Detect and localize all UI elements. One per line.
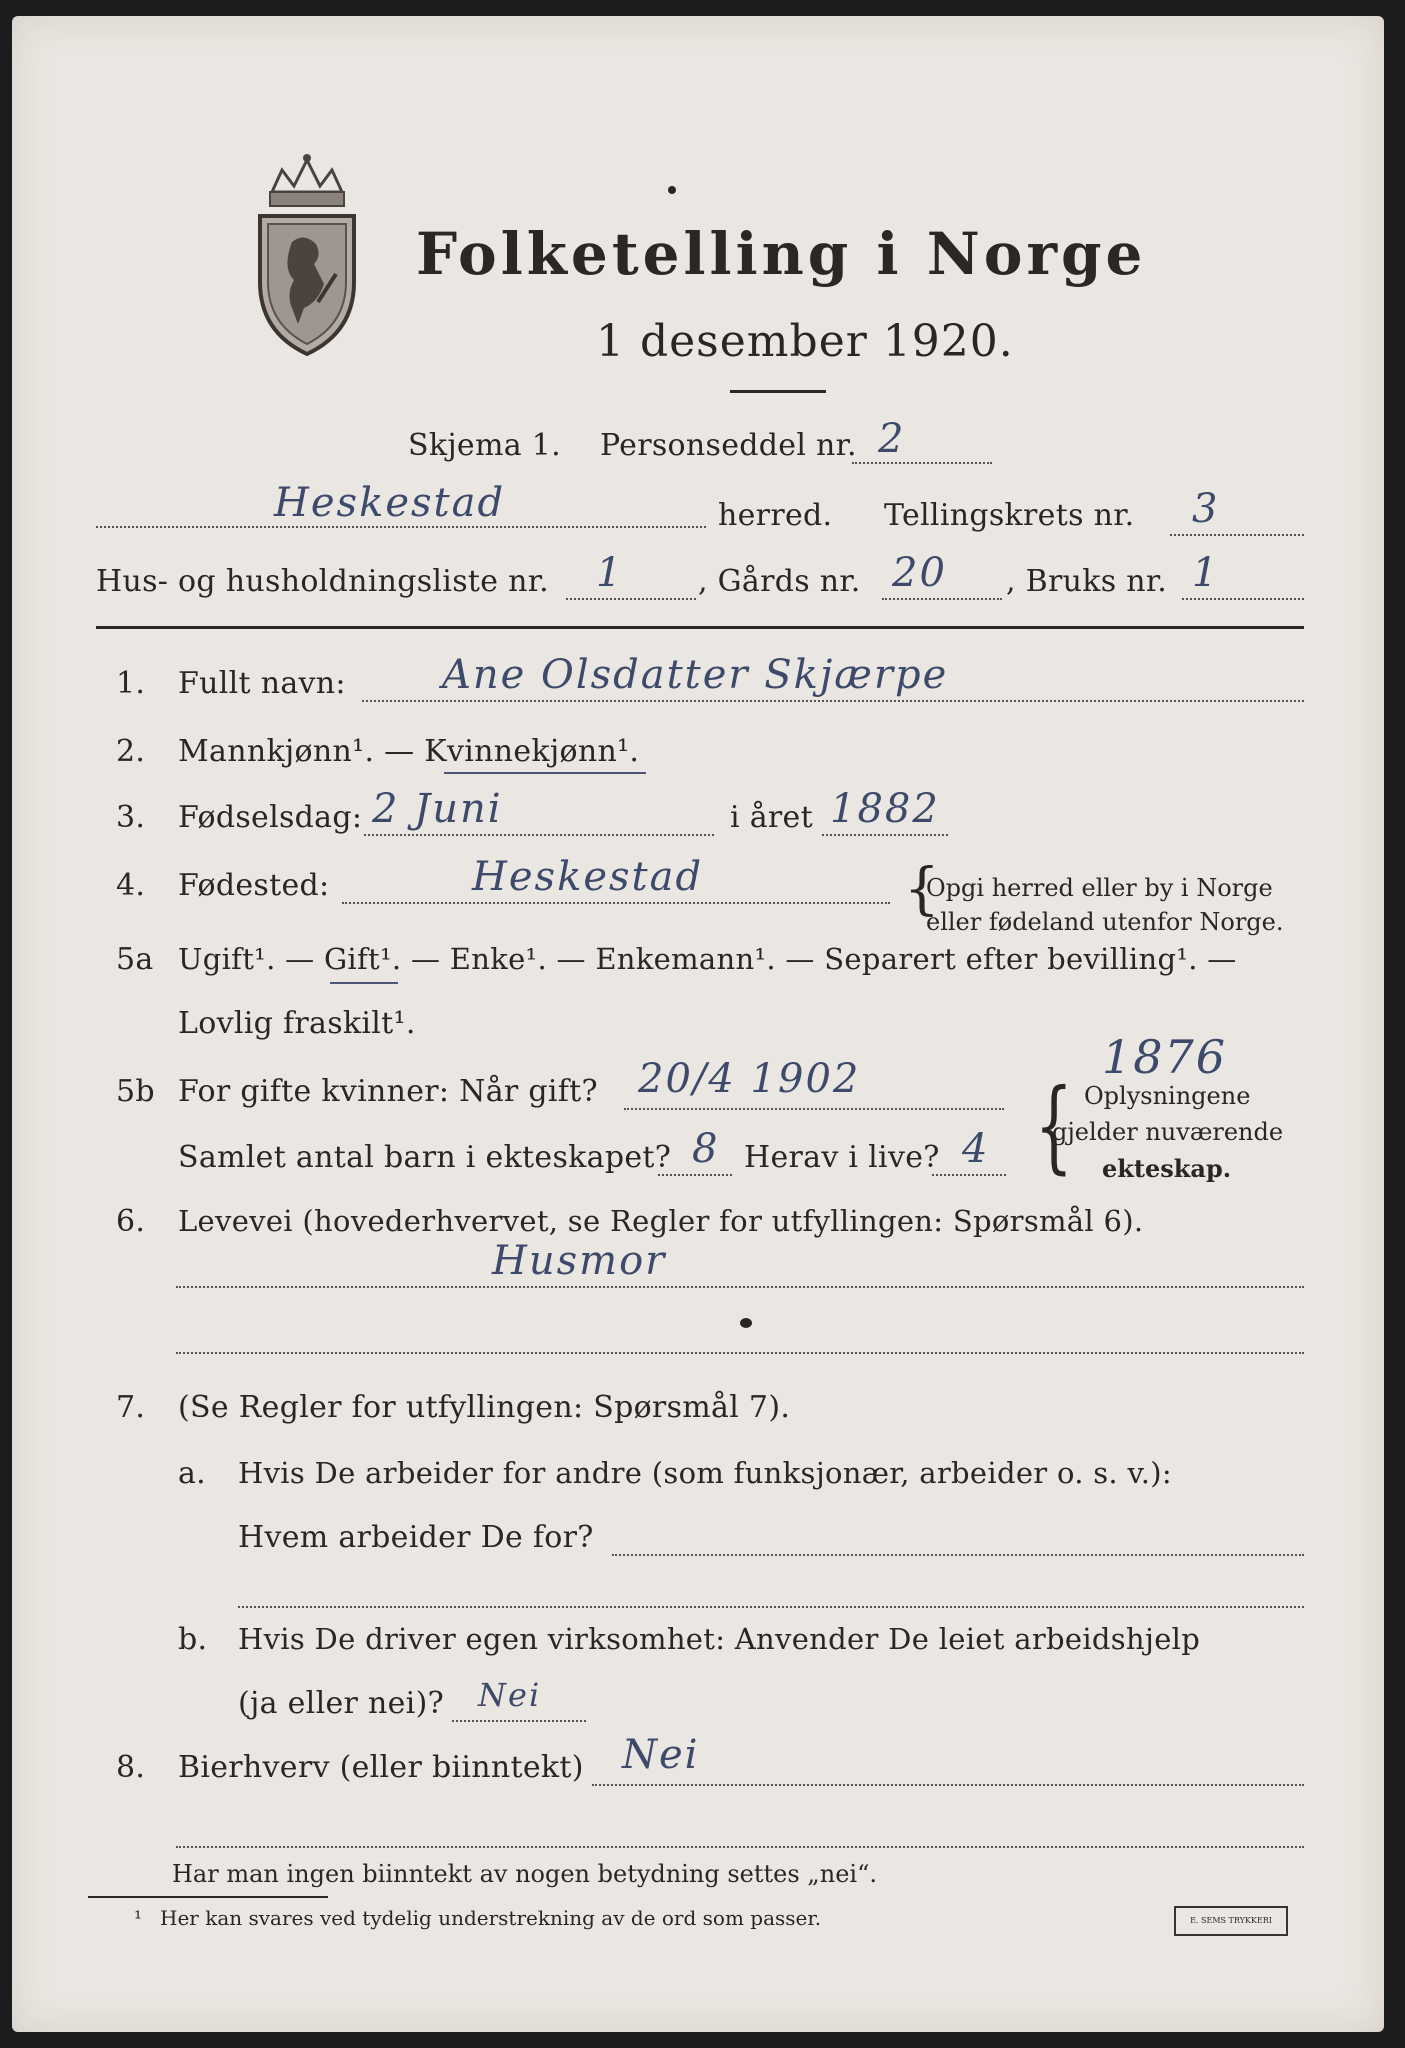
- q7b-line2: (ja eller nei)?: [238, 1686, 444, 1721]
- q7-label: (Se Regler for utfyllingen: Spørsmål 7).: [178, 1390, 791, 1425]
- q3-number: 3.: [116, 800, 146, 835]
- q5b-label: For gifte kvinner: Når gift?: [178, 1074, 598, 1109]
- q5a-option-ugift: Ugift¹. —: [178, 942, 324, 976]
- header-divider: [96, 626, 1304, 629]
- q8-number: 8.: [116, 1750, 146, 1785]
- q7a-line: [612, 1554, 1304, 1556]
- q5b-married-value: 20/4 1902: [638, 1056, 861, 1102]
- q7b-value: Nei: [478, 1676, 542, 1714]
- herred-label: herred.: [718, 498, 833, 533]
- q6-value: Husmor: [492, 1238, 667, 1284]
- census-form: [12, 16, 1384, 2032]
- q3-year-label: i året: [730, 800, 813, 835]
- ink-dot: [668, 186, 676, 194]
- q4-label: Fødested:: [178, 868, 330, 903]
- q5b-margin-note: 1876: [1102, 1030, 1228, 1084]
- footnote-mark: ¹: [134, 1906, 143, 1930]
- q5b-number: 5b: [116, 1074, 155, 1109]
- q3-year-value: 1882: [830, 786, 940, 832]
- printer-stamp: E. SEMS TRYKKERI: [1174, 1906, 1288, 1936]
- q2-number: 2.: [116, 734, 146, 769]
- q5a-number: 5a: [116, 942, 154, 977]
- ink-dot: [740, 1318, 752, 1328]
- q2-underline-mark: [444, 772, 646, 774]
- footnote-text: Her kan svares ved tydelig understrekning av de ord som passer.: [160, 1906, 822, 1930]
- personseddel-value: 2: [878, 416, 906, 462]
- q1-number: 1.: [116, 666, 146, 701]
- q2-options: [178, 734, 639, 769]
- q1-label: Fullt navn:: [178, 666, 346, 701]
- q4-note-line1: Opgi herred eller by i Norge: [926, 874, 1273, 902]
- personseddel-label: Personseddel nr.: [600, 428, 857, 463]
- q2-option-male: Mannkjønn¹. —: [178, 734, 425, 769]
- q5b-children-label: Samlet antal barn i ekteskapet?: [178, 1140, 672, 1175]
- q7a-line-extra: [238, 1606, 1304, 1608]
- hus-value: 1: [596, 550, 624, 596]
- q4-number: 4.: [116, 868, 146, 903]
- gards-line: [882, 598, 1002, 600]
- q7b-letter: b.: [178, 1622, 208, 1657]
- q5b-note-line3: ekteskap.: [1102, 1154, 1232, 1183]
- q7a-letter: a.: [178, 1456, 207, 1491]
- q8-line: [592, 1784, 1304, 1786]
- q7b-line: [452, 1720, 586, 1722]
- q5b-note-line2: gjelder nuværende: [1052, 1118, 1284, 1146]
- q7b-line1: Hvis De driver egen virksomhet: Anvender De leiet arbeidshjelp: [238, 1622, 1201, 1656]
- herred-line: [96, 526, 706, 528]
- q3-year-line: [822, 834, 948, 836]
- personseddel-line: [852, 462, 992, 464]
- skjema-label: Skjema 1.: [408, 428, 561, 463]
- q8-line2: [176, 1846, 1304, 1848]
- q5a-options-rest: — Enke¹. — Enkemann¹. — Separert efter bevilling¹. —: [401, 942, 1237, 976]
- q6-number: 6.: [116, 1204, 146, 1239]
- hus-line: [566, 598, 696, 600]
- footer-note: Har man ingen biinntekt av nogen betydning settes „nei“.: [172, 1860, 877, 1888]
- q5a-line2: Lovlig fraskilt¹.: [178, 1006, 416, 1041]
- q4-value: Heskestad: [472, 854, 704, 900]
- q3-label: Fødselsdag:: [178, 800, 363, 835]
- q2-option-female: Kvinnekjønn¹.: [424, 734, 640, 769]
- tellingskrets-line: [1170, 534, 1304, 536]
- q5b-children-value: 8: [692, 1126, 720, 1172]
- footnote-divider: [88, 1896, 328, 1898]
- q7a-line1: Hvis De arbeider for andre (som funksjonær, arbeider o. s. v.):: [238, 1456, 1172, 1490]
- tellingskrets-label: Tellingskrets nr.: [884, 498, 1135, 533]
- bruks-value: 1: [1192, 550, 1220, 596]
- q6-label: Levevei (hovederhvervet, se Regler for utfyllingen: Spørsmål 6).: [178, 1204, 1144, 1238]
- hus-label: Hus- og husholdningsliste nr.: [96, 564, 549, 599]
- q1-line: [362, 700, 1304, 702]
- tellingskrets-value: 3: [1192, 486, 1220, 532]
- q6-line2: [176, 1352, 1304, 1354]
- q1-value: Ane Olsdatter Skjærpe: [442, 652, 949, 698]
- q5b-brace: {: [1034, 1067, 1073, 1184]
- q6-line1: [176, 1286, 1304, 1288]
- q5b-note-line1: Oplysningene: [1084, 1082, 1251, 1110]
- herred-value: Heskestad: [274, 480, 506, 526]
- q4-brace: {: [904, 857, 940, 922]
- gards-value: 20: [892, 550, 947, 596]
- bruks-label: , Bruks nr.: [1006, 564, 1168, 599]
- coat-of-arms-icon: [252, 152, 362, 358]
- q5b-children-line: [658, 1174, 732, 1176]
- q8-value: Nei: [622, 1732, 700, 1778]
- q5b-married-line: [624, 1108, 1004, 1110]
- q5a-option-gift: Gift¹.: [323, 942, 402, 976]
- title-divider: [730, 390, 826, 393]
- q8-label: Bierhverv (eller biinntekt): [178, 1750, 584, 1785]
- form-title: Folketelling i Norge: [416, 220, 1147, 288]
- q7-number: 7.: [116, 1390, 146, 1425]
- q4-line: [342, 902, 890, 904]
- q5a-underline-mark: [330, 982, 398, 984]
- q7a-line2: Hvem arbeider De for?: [238, 1520, 594, 1555]
- q5b-alive-value: 4: [962, 1126, 990, 1172]
- q3-day-line: [364, 834, 714, 836]
- q5b-alive-line: [932, 1174, 1006, 1176]
- q3-day-value: 2 Juni: [372, 786, 503, 832]
- q5b-alive-label: Herav i live?: [744, 1140, 940, 1175]
- q5a-options: [178, 942, 1237, 976]
- q4-note-line2: eller fødeland utenfor Norge.: [926, 908, 1284, 936]
- bruks-line: [1182, 598, 1304, 600]
- gards-label: , Gårds nr.: [698, 564, 861, 599]
- form-date: 1 desember 1920.: [596, 316, 1014, 367]
